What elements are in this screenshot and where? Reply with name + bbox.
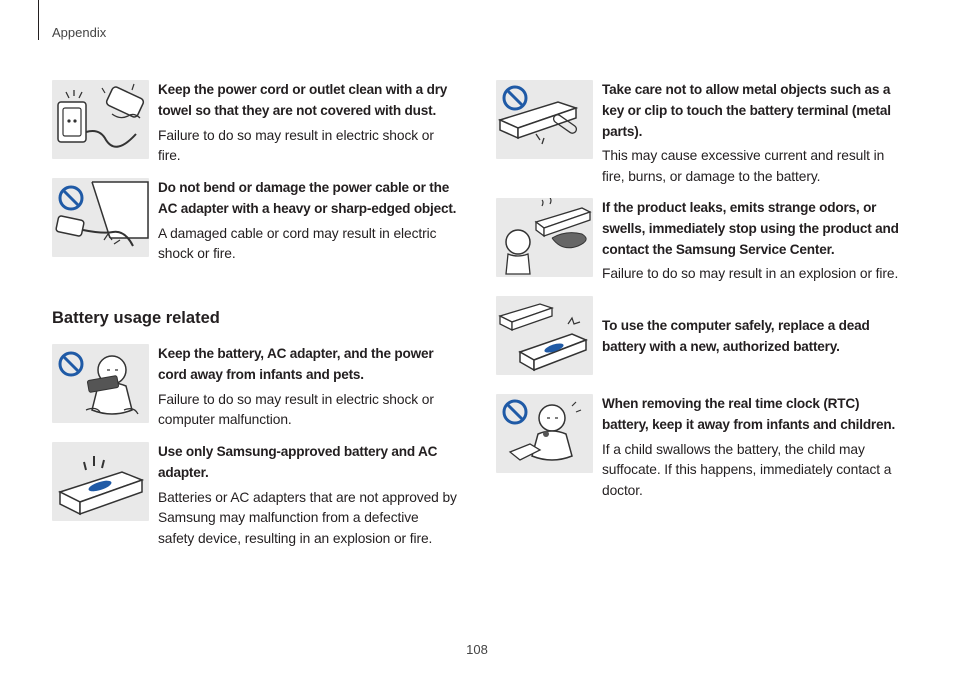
item-title: Do not bend or damage the power cable or the AC adapter with a heavy or sharp-edged object. [158, 180, 457, 216]
item-title: Keep the power cord or outlet clean with a dry towel so that they are not covered with dust. [158, 82, 448, 118]
no-infant-rtc-icon [496, 394, 593, 473]
item-body: Failure to do so may result in an explosion or fire. [602, 266, 899, 282]
item-body: Failure to do so may result in electric shock or fire. [158, 127, 434, 164]
item-title: When removing the real time clock (RTC) battery, keep it away from infants and children. [602, 396, 896, 432]
samsung-battery-icon [52, 442, 149, 521]
battery-leak-icon [496, 198, 593, 277]
item-title: Take care not to allow metal objects such as a key or clip to touch the battery terminal (metal parts). [602, 82, 891, 139]
item-body: Failure to do so may result in electric shock or computer malfunction. [158, 391, 434, 428]
item-body: Batteries or AC adapters that are not approved by Samsung may malfunction from a defective safety device, resulting in an explosion or fire. [158, 489, 457, 547]
power-cord-dust-icon [52, 80, 149, 159]
item-title: If the product leaks, emits strange odors, or swells, immediately stop using the product and contact the Samsung Service Center. [602, 200, 899, 257]
replace-battery-icon [496, 296, 593, 375]
item-body: If a child swallows the battery, the child may suffocate. If this happens, immediately contact a doctor. [602, 441, 892, 499]
section-heading: Battery usage related [52, 309, 220, 327]
page-number: 108 [466, 642, 488, 657]
corner-rule [38, 0, 39, 40]
no-metal-terminal-icon [496, 80, 593, 159]
item-title: Use only Samsung-approved battery and AC adapter. [158, 444, 438, 480]
section-label: Appendix [52, 25, 107, 40]
item-title: Keep the battery, AC adapter, and the power cord away from infants and pets. [158, 346, 434, 382]
item-body: This may cause excessive current and result in fire, burns, or damage to the battery. [602, 148, 885, 185]
no-infant-battery-icon [52, 344, 149, 423]
item-body: A damaged cable or cord may result in electric shock or fire. [158, 225, 437, 262]
item-title: To use the computer safely, replace a dead battery with a new, authorized battery. [602, 318, 870, 354]
no-bend-cable-icon [52, 178, 149, 257]
